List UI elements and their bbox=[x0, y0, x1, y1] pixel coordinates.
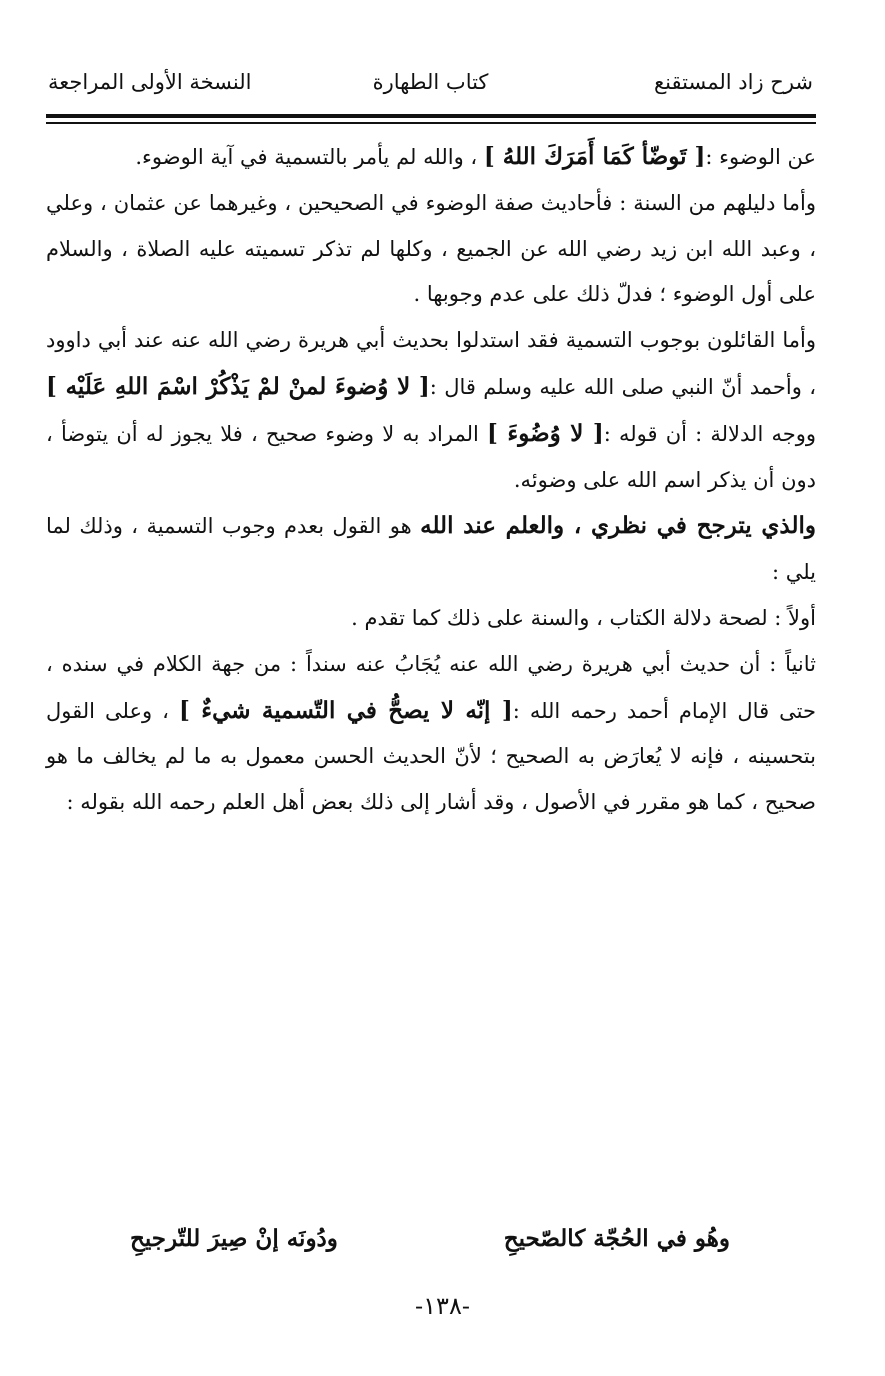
emphasized-text: [ لا وُضُوءَ ] bbox=[487, 419, 604, 447]
poem-first-hemistich: وهُو في الحُجّة كالصّحيحِ bbox=[503, 1225, 730, 1252]
emphasized-text: والذي يترجح في نظري ، والعلم عند الله bbox=[420, 512, 816, 540]
emphasized-text: [ تَوضّأ كَمَا أَمَرَكَ اللهُ ] bbox=[483, 143, 706, 170]
paragraph bbox=[46, 503, 816, 596]
text-segment: ، والله لم يأمر بالتسمية في آية الوضوء. bbox=[135, 145, 484, 169]
book-title: شرح زاد المستقنع bbox=[654, 70, 813, 94]
text-segment: ووجه الدلالة : أن قوله : bbox=[603, 421, 816, 446]
emphasized-text: [ لا وُضوءَ لمنْ لمْ يَذْكُرْ اسْمَ اللهِ عَلَيْه ] bbox=[46, 372, 430, 400]
edition-label: النسخة الأولى المراجعة bbox=[48, 70, 252, 94]
paragraph bbox=[46, 134, 816, 181]
paragraph bbox=[46, 318, 816, 503]
emphasized-text: [ إنّه لا يصحُّ في التّسمية شيءٌ ] bbox=[179, 696, 513, 724]
text-segment: ثانياً : أن حديث أبي هريرة رضي الله عنه يُجَابُ عنه سنداً : من جهة الكلام في سنده ، حتى قال الإمام أحمد رحمه الله : bbox=[46, 651, 816, 723]
text-segment: وأما القائلون بوجوب التسمية فقد استدلوا بحديث أبي هريرة رضي الله عنه عند أبي داوود ، وأحمد أنّ النبي صلى الله عليه وسلم قال : bbox=[46, 328, 816, 399]
header-rule-thick bbox=[46, 114, 816, 118]
text-segment: المراد به لا وضوء صحيح ، فلا يجوز له أن يتوضأ ، دون أن يذكر اسم الله على وضوئه. bbox=[46, 421, 816, 492]
chapter-title: كتاب الطهارة bbox=[372, 70, 489, 94]
header-rule-thin bbox=[46, 122, 816, 124]
text-segment: ، وعلى القول بتحسينه ، فإنه لا يُعارَض به الصحيح ؛ لأنّ الحديث الحسن معمول به ما لم يخالف ما هو صحيح ، كما هو مقرر في الأصول ، وقد أشار إلى ذلك بعض أهل العلم رحمه الله بقوله : bbox=[46, 698, 816, 815]
paragraph bbox=[46, 181, 816, 318]
text-segment: وأما دليلهم من السنة : فأحاديث صفة الوضوء في الصحيحين ، وغيرهما عن عثمان ، وعلي ، وعبد الله ابن زيد رضي الله عن الجميع ، وكلها لم تذكر تسميته عليه الصلاة ، والسلام على أول الوضوء ؛ فدلّ ذلك على عدم وجوبها . bbox=[46, 190, 816, 307]
text-segment: عن الوضوء : bbox=[705, 145, 816, 169]
paragraph bbox=[46, 642, 816, 826]
poem-second-hemistich: ودُونَه إنْ صِيرَ للتّرجيحِ bbox=[130, 1225, 338, 1252]
running-header bbox=[48, 62, 813, 108]
poem-verse bbox=[130, 1225, 730, 1265]
text-segment: هو القول بعدم وجوب التسمية ، وذلك لما يلي : bbox=[46, 514, 816, 585]
page-number: -١٣٨- bbox=[415, 1292, 470, 1320]
body-text bbox=[46, 134, 816, 826]
text-segment: أولاً : لصحة دلالة الكتاب ، والسنة على ذلك كما تقدم . bbox=[351, 605, 816, 630]
paragraph bbox=[46, 596, 816, 642]
